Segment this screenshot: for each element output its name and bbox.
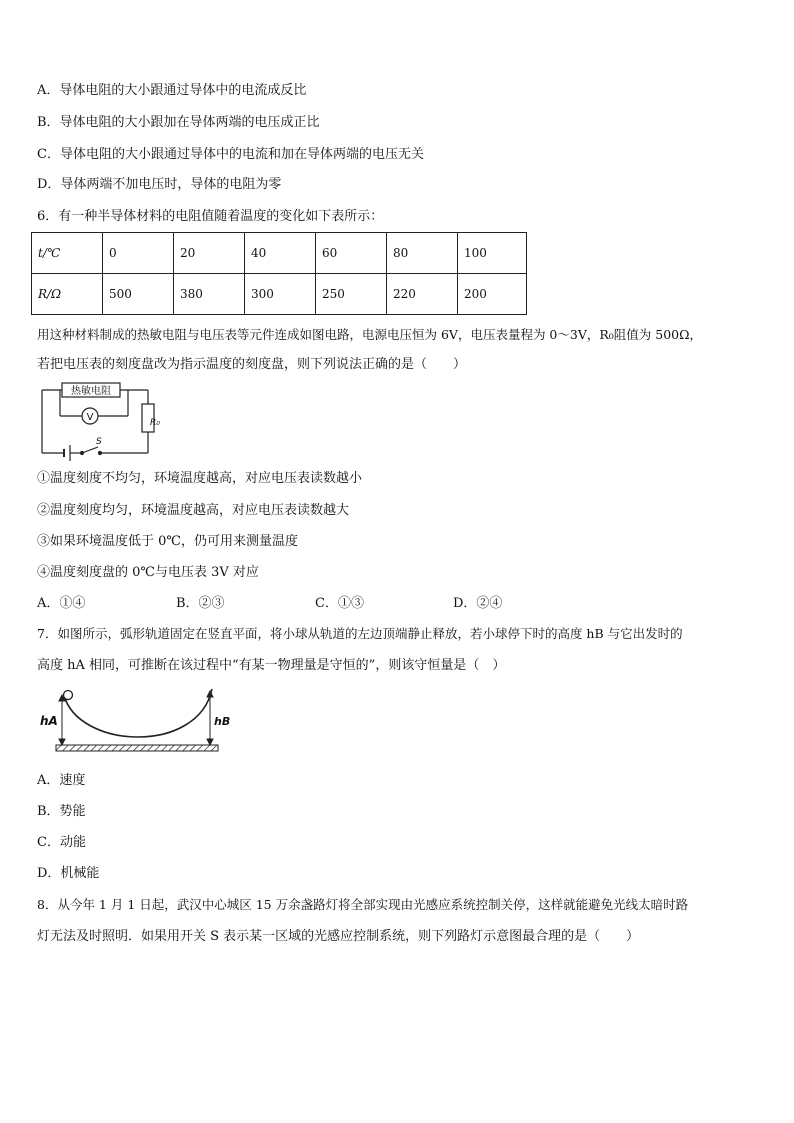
q6-text-2: 若把电压表的刻度盘改为指示温度的刻度盘，则下列说法正确的是（ ） bbox=[37, 357, 467, 372]
table-cell: 60 bbox=[316, 233, 387, 274]
q8-text-1: 8．从今年 1 月 1 日起，武汉中心城区 15 万余盏路灯将全部实现由光感应系统控制关停，这样就能避免光线太暗时路 bbox=[37, 897, 689, 912]
table-cell: 200 bbox=[458, 274, 527, 315]
switch-contact bbox=[99, 452, 102, 455]
q5-option-d: D．导体两端不加电压时，导体的电阻为零 bbox=[37, 177, 282, 192]
q6-option-a: A．①④ bbox=[37, 596, 86, 611]
table-cell: 100 bbox=[458, 233, 527, 274]
thermistor-label: 热敏电阻 bbox=[71, 386, 111, 397]
table-cell: 220 bbox=[387, 274, 458, 315]
switch-label: S bbox=[96, 437, 102, 447]
q5-option-a: A．导体电阻的大小跟通过导体中的电流成反比 bbox=[37, 83, 307, 98]
height-a-label: hA bbox=[40, 714, 58, 728]
arc-track bbox=[64, 689, 212, 737]
q6-option-c: C．①③ bbox=[315, 596, 364, 611]
q6-statement-4: ④温度刻度盘的 0℃与电压表 3V 对应 bbox=[37, 565, 259, 580]
voltmeter-label: V bbox=[86, 412, 94, 423]
q6-text-1: 用这种材料制成的热敏电阻与电压表等元件连成如图电路，电源电压恒为 6V，电压表量程为 0～3V，R₀阻值为 500Ω， bbox=[37, 327, 702, 342]
table-cell: 300 bbox=[245, 274, 316, 315]
table-cell: 40 bbox=[245, 233, 316, 274]
table-header-temperature: t/℃ bbox=[32, 233, 103, 274]
q7-option-c: C．动能 bbox=[37, 835, 86, 850]
ball-icon bbox=[64, 691, 73, 700]
q6-statement-3: ③如果环境温度低于 0℃，仍可用来测量温度 bbox=[37, 534, 298, 549]
table-row bbox=[32, 233, 527, 274]
table-cell: 80 bbox=[387, 233, 458, 274]
table-row bbox=[32, 274, 527, 315]
switch-contact bbox=[81, 452, 84, 455]
table-header-resistance: R/Ω bbox=[32, 274, 103, 315]
height-b-label: hB bbox=[214, 715, 231, 728]
temperature-resistance-table bbox=[31, 232, 527, 315]
thermistor-circuit-diagram bbox=[38, 380, 168, 462]
resistor-label: R₀ bbox=[150, 418, 160, 428]
q8-text-2: 灯无法及时照明．如果用开关 S 表示某一区域的光感应控制系统，则下列路灯示意图最合理的是（ ） bbox=[37, 929, 640, 944]
table-cell: 0 bbox=[103, 233, 174, 274]
arrow-down-icon bbox=[59, 739, 65, 745]
q7-text-2: 高度 hA 相同，可推断在该过程中“有某一物理量是守恒的”，则该守恒量是（ ） bbox=[37, 658, 506, 673]
table-cell: 20 bbox=[174, 233, 245, 274]
q6-statement-2: ②温度刻度均匀，环境温度越高，对应电压表读数越大 bbox=[37, 503, 350, 518]
q6-option-b: B．②③ bbox=[176, 596, 225, 611]
curved-track-diagram bbox=[38, 683, 231, 755]
switch-lever bbox=[82, 447, 98, 453]
q6-statement-1: ①温度刻度不均匀，环境温度越高，对应电压表读数越小 bbox=[37, 471, 363, 486]
q6-stem: 6．有一种半导体材料的电阻值随着温度的变化如下表所示： bbox=[37, 209, 384, 224]
q7-option-a: A．速度 bbox=[37, 773, 86, 788]
ground-surface bbox=[56, 745, 218, 751]
arrow-down-icon bbox=[207, 739, 213, 745]
table-cell: 380 bbox=[174, 274, 245, 315]
q5-option-b: B．导体电阻的大小跟加在导体两端的电压成正比 bbox=[37, 115, 320, 130]
q7-option-d: D．机械能 bbox=[37, 866, 100, 881]
q7-option-b: B．势能 bbox=[37, 804, 86, 819]
q7-text-1: 7．如图所示，弧形轨道固定在竖直平面，将小球从轨道的左边顶端静止释放，若小球停下时的高度 hB 与它出发时的 bbox=[37, 626, 683, 641]
q5-option-c: C．导体电阻的大小跟通过导体中的电流和加在导体两端的电压无关 bbox=[37, 147, 424, 162]
table-cell: 500 bbox=[103, 274, 174, 315]
q6-option-d: D．②④ bbox=[453, 596, 503, 611]
table-cell: 250 bbox=[316, 274, 387, 315]
